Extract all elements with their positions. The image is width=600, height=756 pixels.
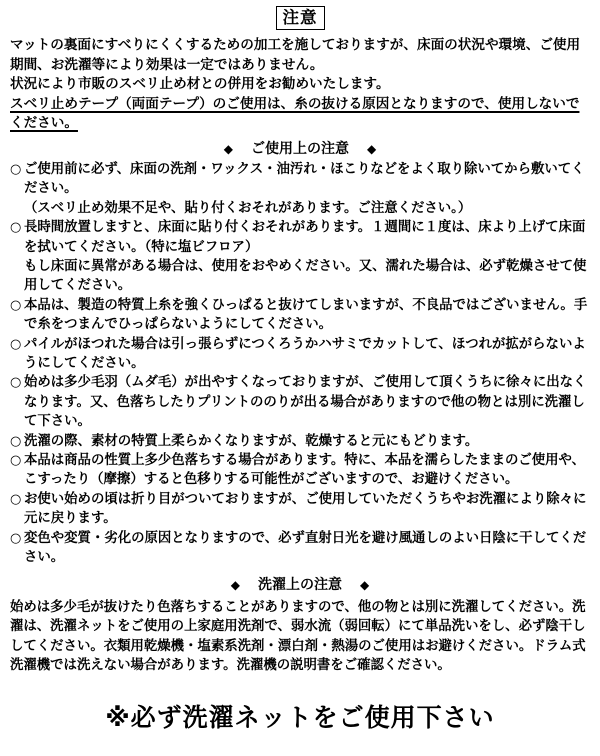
list-item-text: 変色や変質・劣化の原因となりますので、必ず直射日光を避け風通しのよい日陰に干してください。 bbox=[24, 530, 587, 566]
list-item-content bbox=[24, 490, 590, 529]
intro-block bbox=[10, 36, 590, 134]
list-item-content bbox=[24, 218, 590, 296]
list-item-content bbox=[24, 451, 590, 490]
circle-bullet-icon: ○ bbox=[10, 453, 22, 469]
list-item bbox=[10, 490, 590, 529]
intro-line-2: 状況により市販のスベリ止め材との併用をお勧めいたします。 bbox=[10, 76, 390, 93]
circle-bullet-icon: ○ bbox=[10, 530, 22, 546]
diamond-icon: ◆ bbox=[223, 141, 233, 156]
list-item bbox=[10, 373, 590, 431]
list-item-content bbox=[24, 296, 590, 335]
page-title: 注意 bbox=[276, 6, 325, 30]
diamond-icon: ◆ bbox=[230, 577, 240, 592]
diamond-icon: ◆ bbox=[367, 141, 377, 156]
circle-bullet-icon: ○ bbox=[10, 161, 22, 177]
list-item-content bbox=[24, 373, 590, 431]
list-item-text: ご使用前に必ず、床面の洗剤・ワックス・油汚れ・ほこりなどをよく取り除いてから敷いてください。 bbox=[24, 161, 585, 197]
list-item bbox=[10, 432, 590, 451]
list-item bbox=[10, 335, 590, 374]
circle-bullet-icon: ○ bbox=[10, 336, 22, 352]
circle-bullet-icon: ○ bbox=[10, 375, 22, 391]
circle-bullet-icon: ○ bbox=[10, 491, 22, 507]
list-item-text: 本品は商品の性質上多少色落ちする場合があります。特に、本品を濡らしたままのご使用や、こすったり（摩擦）すると色移りする可能性がございますので、お避けください。 bbox=[24, 453, 586, 488]
list-item bbox=[10, 218, 590, 296]
list-item-content bbox=[24, 529, 590, 568]
wash-heading-text: 洗濯上の注意 bbox=[258, 576, 342, 593]
usage-list bbox=[10, 160, 590, 568]
circle-bullet-icon: ○ bbox=[10, 220, 22, 236]
list-item-content bbox=[24, 335, 590, 374]
list-item-text: 本品は、製造の特質上糸を強くひっぱると抜けてしまいますが、不良品ではございません。手で糸をつまんでひっぱらないようにしてください。 bbox=[24, 297, 588, 333]
list-item-note: もし床面に異常がある場合は、使用をおやめください。又、濡れた場合は、必ず乾燥させて使用してください。 bbox=[24, 259, 587, 294]
usage-heading-text: ご使用上の注意 bbox=[251, 140, 349, 157]
wash-section-heading bbox=[10, 574, 590, 596]
diamond-icon: ◆ bbox=[360, 577, 370, 592]
list-item-content bbox=[24, 160, 590, 218]
list-item-note: （スベリ止め効果不足や、貼り付くおそれがあります。ご注意ください。） bbox=[24, 200, 472, 216]
circle-bullet-icon: ○ bbox=[10, 297, 22, 313]
list-item-text: パイルがほつれた場合は引っ張らずにつくろうかハサミでカットして、ほつれが拡がらないようにしてください。 bbox=[24, 336, 586, 372]
intro-warning: スベリ止めテープ（両面テープ）のご使用は、糸の抜ける原因となりますので、使用しないでください。 bbox=[10, 95, 580, 132]
title-area bbox=[10, 6, 590, 34]
list-item-content bbox=[24, 432, 590, 451]
usage-section-heading bbox=[10, 138, 590, 160]
wash-instructions: 始めは多少毛が抜けたり色落ちすることがありますので、他の物とは別に洗濯してください。洗濯は、洗濯ネットをご使用の上家庭用洗剤で、弱水流（弱回転）にて単品洗いをし、必ず陰干ししてください。衣類用乾燥機・塩素系洗剤・漂白剤・熱湯のご使用はお避けください。ドラム式洗濯機では洗えない場合があります。洗濯機の説明書をご確認ください。 bbox=[10, 599, 586, 674]
list-item bbox=[10, 529, 590, 568]
list-item-text: 洗濯の際、素材の特質上柔らかくなりますが、乾燥すると元にもどります。 bbox=[24, 433, 479, 449]
list-item-text: お使い始めの頃は折り目がついておりますが、ご使用していただくうちやお洗濯により除々に元に戻ります。 bbox=[24, 491, 587, 527]
footer-notice: ※必ず洗濯ネットをご使用下さい bbox=[105, 703, 495, 732]
intro-line-1: マットの裏面にすべりにくくするための加工を施しておりますが、床面の状況や環境、ご使用期間、お洗濯等により効果は一定ではありません。 bbox=[10, 37, 581, 73]
list-item bbox=[10, 451, 590, 490]
list-item bbox=[10, 296, 590, 335]
list-item-text: 長時間放置しますと、床面に貼り付くおそれがあります。１週間に１度は、床より上げて床面を拭いてください。（特に塩ビフロア） bbox=[24, 220, 586, 255]
list-item bbox=[10, 160, 590, 218]
circle-bullet-icon: ○ bbox=[10, 433, 22, 449]
list-item-text: 始めは多少毛羽（ムダ毛）が出やすくなっておりますが、ご使用して頂くうちに徐々に出なくなります。又、色落ちしたりプリントののりが出る場合がありますので他の物とは別に洗濯して下さい。 bbox=[24, 375, 587, 430]
